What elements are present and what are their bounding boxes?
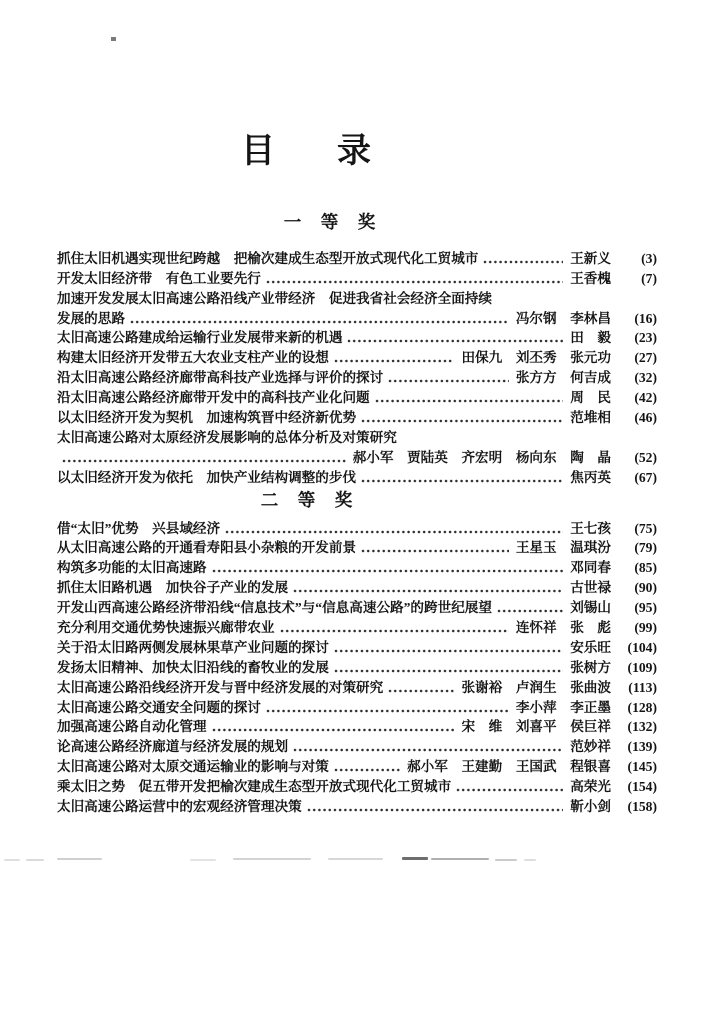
scan-artifact	[111, 37, 116, 41]
toc-entry-line	[57, 677, 657, 697]
entry-authors: 郝小军 贾陆英 齐宏明 杨向东 陶 晶	[352, 449, 611, 465]
toc-entry-line	[57, 717, 657, 737]
entry-authors: 邓同春	[570, 560, 611, 576]
entry-title: 太旧高速公路建成给运输行业发展带来新的机遇	[57, 330, 343, 346]
entry-page-number: (158)	[627, 799, 657, 815]
entry-page-number: (32)	[634, 370, 657, 386]
entry-page-number: (90)	[634, 580, 657, 596]
toc-entry-line	[57, 427, 657, 447]
entry-title: 开发太旧经济带 有色工业要先行	[57, 270, 261, 286]
dot-leader	[361, 479, 563, 483]
entry-page-number: (128)	[627, 699, 657, 715]
toc-entry-line	[57, 407, 657, 427]
entry-title: 发扬太旧精神、加快太旧沿线的畜牧业的发展	[57, 659, 329, 675]
dot-leader	[62, 459, 346, 463]
entry-title: 太旧高速公路运营中的宏观经济管理决策	[57, 799, 302, 815]
dot-leader	[225, 530, 563, 534]
entry-authors: 冯尔钢 李林昌	[515, 310, 611, 326]
dot-leader	[361, 419, 563, 423]
entry-title: 以太旧经济开发为契机 加速构筑晋中经济新优势	[57, 410, 357, 426]
toc-entry-line	[57, 617, 657, 637]
toc-entry-line	[57, 268, 657, 288]
entry-title: 以太旧经济开发为依托 加快产业结构调整的步伐	[57, 469, 357, 485]
dot-leader	[388, 379, 509, 383]
entry-title: 构筑多功能的太旧高速路	[57, 560, 207, 576]
entry-page-number: (85)	[634, 560, 657, 576]
toc-entry-line	[57, 796, 657, 816]
entry-authors: 李小萍 李正墨	[515, 699, 611, 715]
entry-authors: 高荣光	[570, 779, 611, 795]
entry-title: 关于沿太旧路两侧发展林果草产业问题的探讨	[57, 639, 329, 655]
toc-entry-line	[57, 347, 657, 367]
entry-page-number: (154)	[627, 779, 657, 795]
entry-authors: 安乐旺	[570, 639, 611, 655]
dot-leader	[456, 788, 563, 792]
entry-authors: 宋 维 刘喜平 侯巨祥	[461, 719, 611, 735]
scan-artifact	[402, 857, 428, 860]
toc-entry-line	[57, 756, 657, 776]
scan-artifact	[190, 859, 216, 861]
dot-leader	[347, 339, 563, 343]
dot-leader	[212, 728, 455, 732]
dot-leader	[388, 689, 454, 693]
dot-leader	[280, 629, 509, 633]
entry-title: 论高速公路经济廊道与经济发展的规划	[57, 739, 289, 755]
toc-entry-line	[57, 328, 657, 348]
entry-title: 沿太旧高速公路经济廊带高科技产业选择与评价的探讨	[57, 370, 384, 386]
toc-entry-line	[57, 248, 657, 268]
toc-entry-line	[57, 637, 657, 657]
toc-entry-line	[57, 518, 657, 538]
page-title	[0, 132, 714, 172]
dot-leader	[293, 589, 563, 593]
entry-title: 乘太旧之势 促五带开发把榆次建成生态型开放式现代化工贸城市	[57, 779, 452, 795]
entry-title: 抓住太旧机遇实现世纪跨越 把榆次建成生态型开放式现代化工贸城市	[57, 250, 479, 266]
entry-page-number: (3)	[641, 250, 657, 266]
scan-artifact	[57, 858, 102, 860]
scan-artifact	[524, 859, 536, 861]
entry-authors: 王七孩	[570, 520, 611, 536]
toc-entry-line	[57, 597, 657, 617]
entry-title: 构建太旧经济开发带五大农业支柱产业的设想	[57, 350, 329, 366]
entry-authors: 田保九 刘丕秀 张元功	[461, 350, 611, 366]
toc-entry-line	[57, 776, 657, 796]
entry-page-number: (52)	[634, 449, 657, 465]
dot-leader	[483, 260, 563, 264]
scan-artifact	[4, 859, 20, 861]
entry-title: 充分利用交通优势快速振兴廊带农业	[57, 620, 275, 636]
dot-leader	[334, 649, 563, 653]
entry-title: 太旧高速公路沿线经济开发与晋中经济发展的对策研究	[57, 679, 384, 695]
entry-authors: 王星玉 温琪汾	[515, 540, 611, 556]
entry-authors: 焦丙英	[570, 469, 611, 485]
dot-leader	[334, 669, 563, 673]
entry-page-number: (95)	[634, 600, 657, 616]
section-heading-1: 一 等 奖	[283, 212, 377, 232]
entry-title: 太旧高速公路对太原经济发展影响的总体分析及对策研究	[57, 429, 397, 445]
entry-page-number: (132)	[627, 719, 657, 735]
entry-title: 发展的思路	[57, 310, 125, 326]
entry-page-number: (139)	[627, 739, 657, 755]
entry-title: 开发山西高速公路经济带沿线“信息技术”与“信息高速公路”的跨世纪展望	[57, 600, 492, 616]
entry-title: 太旧高速公路交通安全问题的探讨	[57, 699, 261, 715]
scan-artifact	[495, 859, 517, 861]
entry-title: 抓住太旧路机遇 加快谷子产业的发展	[57, 580, 289, 596]
entry-authors: 周 民	[570, 390, 611, 406]
toc-entry-line	[57, 657, 657, 677]
entry-title: 太旧高速公路对太原交通运输业的影响与对策	[57, 759, 329, 775]
toc-entry-line	[57, 387, 657, 407]
scan-artifact	[328, 858, 383, 860]
entry-page-number: (79)	[634, 540, 657, 556]
entry-page-number: (23)	[634, 330, 657, 346]
entry-authors: 王新义	[570, 250, 611, 266]
entry-authors: 古世禄	[570, 580, 611, 596]
entry-authors: 王香槐	[570, 270, 611, 286]
toc-entry-line	[57, 697, 657, 717]
scan-artifact	[233, 858, 311, 860]
entry-page-number: (16)	[634, 310, 657, 326]
dot-leader	[334, 359, 455, 363]
entry-authors: 靳小剑	[570, 799, 611, 815]
toc-entry-line	[57, 367, 657, 387]
entry-page-number: (109)	[627, 659, 657, 675]
entry-title: 从太旧高速公路的开通看寿阳县小杂粮的开发前景	[57, 540, 357, 556]
toc-entry-line	[57, 308, 657, 328]
entry-page-number: (104)	[627, 639, 657, 655]
entry-authors: 张方方 何吉成	[515, 370, 611, 386]
dot-leader	[497, 609, 563, 613]
toc-entry-line	[57, 557, 657, 577]
dot-leader	[334, 768, 400, 772]
toc-entry-line	[57, 736, 657, 756]
entry-page-number: (67)	[634, 469, 657, 485]
entry-page-number: (46)	[634, 410, 657, 426]
dot-leader	[307, 808, 564, 812]
scan-artifact	[26, 859, 44, 861]
entry-authors: 刘锡山	[570, 600, 611, 616]
dot-leader	[293, 748, 563, 752]
dot-leader	[375, 399, 564, 403]
entry-title: 沿太旧高速公路经济廊带开发中的高科技产业化问题	[57, 390, 370, 406]
entry-title: 借“太旧”优势 兴县域经济	[57, 520, 221, 536]
toc	[57, 211, 657, 816]
dot-leader	[130, 320, 509, 324]
toc-entry-line	[57, 467, 657, 487]
entry-title: 加强高速公路自动化管理	[57, 719, 207, 735]
entry-authors: 郝小军 王建勤 王国武 程银喜	[407, 759, 611, 775]
entry-page-number: (145)	[627, 759, 657, 775]
toc-entry-line	[57, 577, 657, 597]
entry-authors: 张树方	[570, 659, 611, 675]
entry-page-number: (27)	[634, 350, 657, 366]
entry-page-number: (7)	[641, 270, 657, 286]
entry-page-number: (75)	[634, 520, 657, 536]
entry-authors: 连怀祥 张 彪	[515, 620, 611, 636]
entry-authors: 范堆相	[570, 410, 611, 426]
scan-artifact	[431, 858, 489, 860]
page-title-text: 目 录	[241, 133, 385, 170]
dot-leader	[266, 709, 509, 713]
entry-page-number: (42)	[634, 390, 657, 406]
entry-authors: 范妙祥	[570, 739, 611, 755]
entry-page-number: (113)	[628, 679, 657, 695]
entry-authors: 张谢裕 卢润生 张曲波	[461, 679, 611, 695]
entry-page-number: (99)	[634, 620, 657, 636]
section-heading-2: 二 等 奖	[260, 489, 354, 510]
dot-leader	[212, 569, 564, 573]
toc-entry-line	[57, 538, 657, 558]
entry-authors: 田 毅	[570, 330, 611, 346]
dot-leader	[361, 549, 509, 553]
entry-title: 加速开发发展太旧高速公路沿线产业带经济 促进我省社会经济全面持续	[57, 290, 492, 306]
toc-entry-line	[57, 447, 657, 467]
dot-leader	[266, 280, 563, 284]
toc-entry-line	[57, 288, 657, 308]
